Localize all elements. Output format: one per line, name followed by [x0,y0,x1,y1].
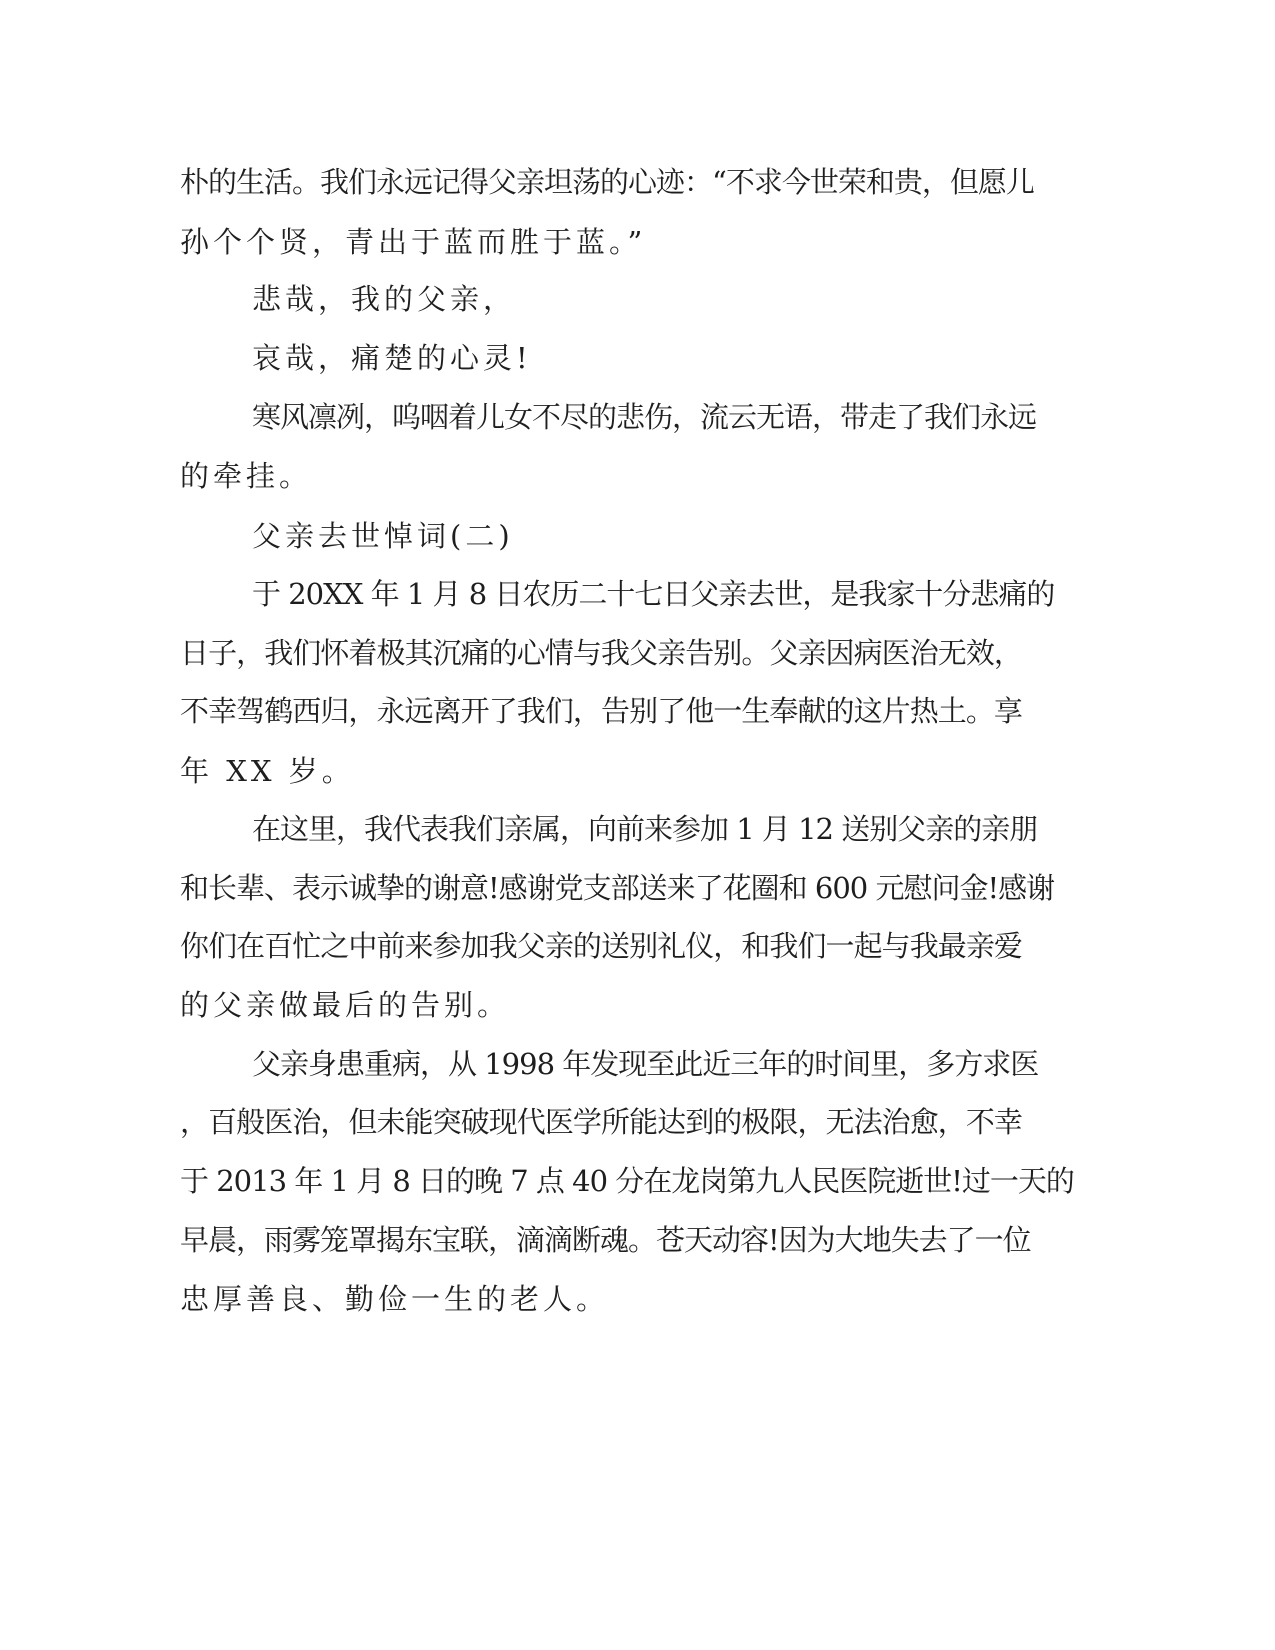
text-line-4: 哀哉，痛楚的心灵! [252,341,532,375]
text-line-2: 孙个个贤，青出于蓝而胜于蓝。” [180,225,647,259]
text-line-19: 早晨，雨雾笼罩揭东宝联，滴滴断魂。苍天动容!因为大地失去了一位 [180,1223,1031,1257]
text-line-6: 的牵挂。 [180,459,313,493]
text-line-5: 寒风凛冽，呜咽着儿女不尽的悲伤，流云无语，带走了我们永远 [252,400,1037,434]
text-line-17: ，百般医治，但未能突破现代医学所能达到的极限，无法治愈，不幸 [180,1105,1023,1139]
text-line-9: 日子，我们怀着极其沉痛的心情与我父亲告别。父亲因病医治无效， [180,636,1023,670]
section-heading: 父亲去世悼词(二) [252,519,514,553]
text-line-1: 朴的生活。我们永远记得父亲坦荡的心迹：“不求今世荣和贵，但愿儿 [180,165,1034,199]
text-line-3: 悲哉，我的父亲， [252,282,517,316]
text-line-18: 于 2013 年 1 月 8 日的晚 7 点 40 分在龙岗第九人民医院逝世!过一天的 [180,1164,1074,1198]
text-line-20: 忠厚善良、勤俭一生的老人。 [180,1282,610,1316]
text-line-11: 年 XX 岁。 [180,754,355,788]
text-line-15: 的父亲做最后的告别。 [180,988,511,1022]
text-line-8: 于 20XX 年 1 月 8 日农历二十七日父亲去世，是我家十分悲痛的 [252,577,1055,611]
text-line-13: 和长辈、表示诚挚的谢意!感谢党支部送来了花圈和 600 元慰问金!感谢 [180,871,1055,905]
text-line-10: 不幸驾鹤西归，永远离开了我们，告别了他一生奉献的这片热土。享 [180,694,1023,728]
text-line-16: 父亲身患重病，从 1998 年发现至此近三年的时间里，多方求医 [252,1047,1039,1081]
text-line-14: 你们在百忙之中前来参加我父亲的送别礼仪，和我们一起与我最亲爱 [180,929,1023,963]
text-line-12: 在这里，我代表我们亲属，向前来参加 1 月 12 送别父亲的亲朋 [252,812,1038,846]
